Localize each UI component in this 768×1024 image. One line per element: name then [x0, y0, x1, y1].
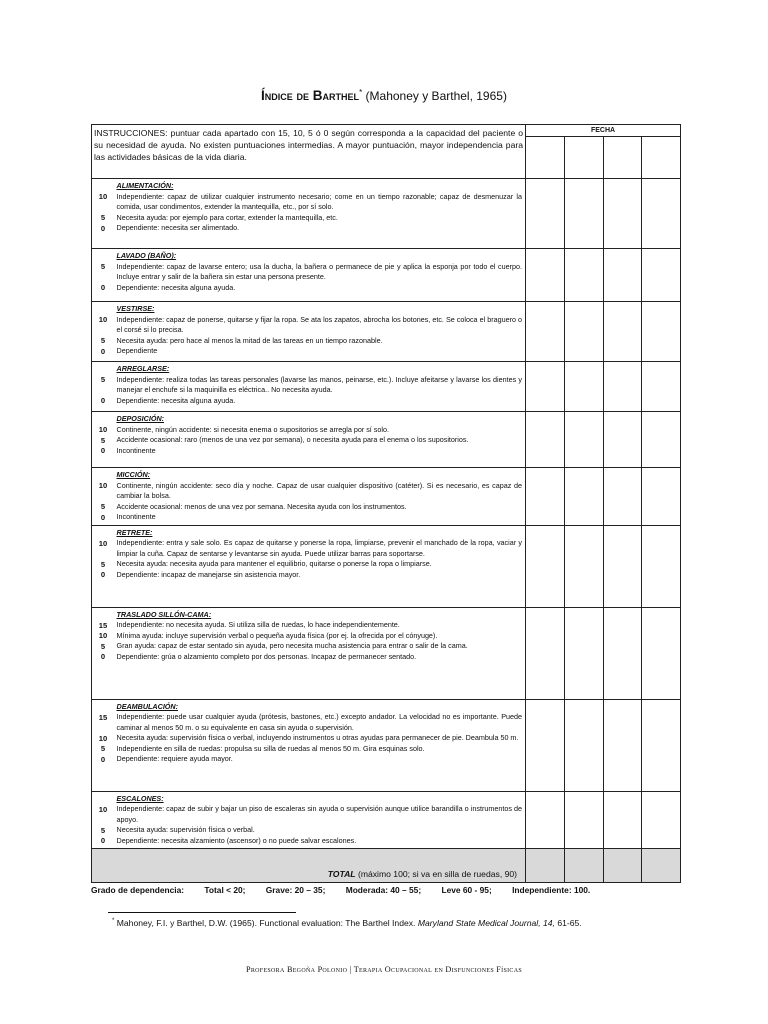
- title-citation: (Mahoney y Barthel, 1965): [365, 89, 507, 103]
- score-entry-cell[interactable]: [565, 468, 604, 526]
- total-entry-cell[interactable]: [526, 849, 565, 883]
- section-description: [114, 362, 526, 412]
- score-entry-cell[interactable]: [526, 179, 565, 249]
- score-entry-cell[interactable]: [565, 525, 604, 607]
- total-label: [92, 849, 526, 883]
- section-row: [92, 468, 681, 526]
- score-entry-cell[interactable]: [642, 607, 681, 699]
- section-row: [92, 525, 681, 607]
- section-category: RETRETE:: [116, 527, 153, 537]
- score-entry-cell[interactable]: [565, 412, 604, 468]
- score-cell: [92, 179, 114, 249]
- section-row: [92, 791, 681, 849]
- section-description: [114, 607, 526, 699]
- section-option: Dependiente: necesita ser alimentado.: [116, 223, 240, 232]
- section-category: ESCALONES:: [116, 793, 164, 803]
- section-option: Independiente: capaz de ponerse, quitarse y fijar la ropa. Se ata los zapatos, abrocha los botones, etc. Se coloca el braguero o el corsé si lo precisa.: [116, 314, 523, 334]
- date-cell[interactable]: [604, 137, 642, 179]
- section-row: [92, 249, 681, 302]
- score-value: 0: [100, 652, 106, 661]
- score-entry-cell[interactable]: [565, 791, 604, 849]
- section-row: [92, 412, 681, 468]
- section-option: Accidente ocasional: menos de una vez por semana. Necesita ayuda con los instrumentos.: [116, 501, 407, 511]
- score-value: 10: [98, 804, 108, 814]
- score-value: 10: [98, 631, 108, 640]
- score-cell: [92, 791, 114, 849]
- score-value: 5: [100, 336, 106, 345]
- section-option: Necesita ayuda: por ejemplo para cortar, extender la mantequilla, etc.: [116, 212, 338, 222]
- total-note: (máximo 100; si va en silla de ruedas, 90): [357, 868, 518, 879]
- score-cell: [92, 249, 114, 302]
- section-category: ARREGLARSE:: [116, 364, 170, 373]
- score-value: 0: [100, 570, 106, 579]
- barthel-table: [91, 124, 681, 883]
- score-cell: [92, 362, 114, 412]
- section-option: Independiente: capaz de lavarse entero; usa la ducha, la bañera o permanece de pie y aplica la esponja por todo el cuerpo. Incluye entrar y salir de la bañera sin estar una persona presente.: [116, 261, 523, 281]
- section-description: [114, 791, 526, 849]
- instructions-row: [92, 125, 681, 137]
- section-description: [114, 249, 526, 302]
- dependency-grades: [91, 885, 691, 895]
- score-entry-cell[interactable]: [526, 699, 565, 791]
- section-option: Independiente: capaz de subir y bajar un piso de escaleras sin ayuda o supervisión aunque utilice barandilla o instrumentos de apoyo.: [116, 804, 523, 824]
- section-option: Dependiente: requiere ayuda mayor.: [116, 754, 233, 763]
- score-value: 0: [100, 346, 106, 356]
- score-value: 5: [100, 262, 106, 271]
- score-entry-cell[interactable]: [604, 699, 642, 791]
- score-value: 15: [98, 620, 108, 630]
- section-category: DEAMBULACIÓN:: [116, 701, 178, 711]
- section-option: Dependiente: [116, 346, 158, 355]
- score-entry-cell[interactable]: [526, 607, 565, 699]
- section-description: [114, 468, 526, 526]
- section-row: [92, 179, 681, 249]
- section-option: Independiente: realiza todas las tareas personales (lavarse las manos, peinarse, etc.). Incluye afeitarse y lavarse los dientes y manejar el enchufe si la maquinilla es eléctrica.. No necesita ayuda.: [116, 374, 523, 394]
- score-value: 10: [98, 733, 108, 743]
- score-value: 0: [100, 396, 106, 405]
- section-category: VESTIRSE:: [116, 304, 155, 313]
- score-entry-cell[interactable]: [526, 468, 565, 526]
- section-category: TRASLADO SILLÓN-CAMA:: [116, 609, 212, 619]
- score-value: 5: [100, 825, 106, 835]
- score-entry-cell[interactable]: [604, 362, 642, 412]
- footnote-journal: Maryland State Medical Journal, 14,: [417, 918, 555, 928]
- score-entry-cell[interactable]: [642, 302, 681, 362]
- score-entry-cell[interactable]: [642, 468, 681, 526]
- score-entry-cell[interactable]: [526, 791, 565, 849]
- score-entry-cell[interactable]: [565, 699, 604, 791]
- section-option: Dependiente: necesita alguna ayuda.: [116, 395, 236, 405]
- footnote-separator: [108, 912, 296, 913]
- section-description: [114, 412, 526, 468]
- grado-total: Total < 20;: [204, 885, 246, 895]
- page-footer: Profesora Begoña Polonio | Terapia Ocupacional en Disfunciones Físicas: [246, 965, 522, 974]
- score-entry-cell[interactable]: [565, 179, 604, 249]
- section-option: Gran ayuda: capaz de estar sentado sin ayuda, pero necesita mucha asistencia para entrar o salir de la cama.: [116, 641, 468, 650]
- grado-moderada: Moderada: 40 – 55;: [345, 885, 422, 895]
- score-value: 5: [100, 559, 106, 569]
- score-value: 10: [98, 315, 108, 324]
- section-option: Independiente: puede usar cualquier ayuda (prótesis, bastones, etc.) excepto andador. La velocidad no es importante. Puede caminar al menos 50 m. o su equivalente en casa sin ayuda o supervisión.: [116, 712, 523, 732]
- total-entry-cell[interactable]: [642, 849, 681, 883]
- score-value: 10: [98, 425, 108, 434]
- score-entry-cell[interactable]: [642, 525, 681, 607]
- section-description: [114, 699, 526, 791]
- title-main: Índice de Barthel: [261, 88, 360, 103]
- section-option: Necesita ayuda: supervisión física o verbal.: [116, 825, 255, 834]
- section-option: Mínima ayuda: incluye supervisión verbal o pequeña ayuda física (por ej. la ofrecida por el cónyuge).: [116, 630, 438, 640]
- score-entry-cell[interactable]: [526, 249, 565, 302]
- score-entry-cell[interactable]: [565, 362, 604, 412]
- grado-independiente: Independiente: 100.: [512, 885, 591, 895]
- title-footnote-mark: *: [359, 88, 363, 97]
- section-option: Dependiente: grúa o alzamiento completo por dos personas. Incapaz de permanecer sentado.: [116, 651, 417, 661]
- section-category: DEPOSICIÓN:: [116, 414, 165, 423]
- score-value: 10: [98, 481, 108, 490]
- score-value: 0: [100, 283, 106, 292]
- score-cell: [92, 525, 114, 607]
- score-entry-cell[interactable]: [565, 302, 604, 362]
- score-entry-cell[interactable]: [604, 179, 642, 249]
- section-description: [114, 525, 526, 607]
- score-entry-cell[interactable]: [526, 525, 565, 607]
- score-entry-cell[interactable]: [604, 249, 642, 302]
- grado-label: Grado de dependencia:: [91, 885, 185, 895]
- score-entry-cell[interactable]: [642, 699, 681, 791]
- document-title: [0, 88, 768, 103]
- score-entry-cell[interactable]: [526, 302, 565, 362]
- score-value: 0: [100, 446, 106, 455]
- score-value: 0: [100, 754, 106, 764]
- section-category: LAVADO (BAÑO):: [116, 251, 177, 260]
- section-option: Continente, ningún accidente: seco día y noche. Capaz de usar cualquier dispositivo (catéter). Si es necesario, es capaz de cambiar la bolsa.: [116, 480, 523, 500]
- score-value: 5: [100, 744, 106, 753]
- section-description: [114, 302, 526, 362]
- instructions-text: INSTRUCCIONES: puntuar cada apartado con 15, 10, 5 ó 0 según corresponda a la capacidad del paciente o su necesidad de ayuda. No existen puntuaciones intermedias. A mayor puntuación, mayor independencia para las actividades básicas de la vida diaria.: [92, 125, 526, 179]
- total-entry-cell[interactable]: [565, 849, 604, 883]
- section-row: [92, 699, 681, 791]
- section-option: Independiente en silla de ruedas: propulsa su silla de ruedas al menos 50 m. Gira esquinas solo.: [116, 743, 425, 753]
- footnote-mark: *: [112, 918, 115, 925]
- score-entry-cell[interactable]: [642, 412, 681, 468]
- score-entry-cell[interactable]: [604, 412, 642, 468]
- score-value: 5: [100, 375, 106, 384]
- score-value: 10: [98, 192, 108, 201]
- score-value: 0: [100, 223, 106, 233]
- section-option: Continente, ningún accidente: si necesita enema o supositorios se arregla por sí solo.: [116, 424, 389, 434]
- score-value: 5: [100, 502, 106, 511]
- score-value: 5: [100, 435, 106, 445]
- section-option: Dependiente: necesita alguna ayuda.: [116, 282, 236, 292]
- section-option: Independiente: capaz de utilizar cualquier instrumento necesario; come en un tiempo razonable; capaz de desmenuzar la comida, usar condimentos, extender la mantequilla, etc., por sí solo.: [116, 191, 523, 211]
- score-value: 0: [100, 836, 106, 845]
- score-entry-cell[interactable]: [642, 362, 681, 412]
- section-option: Necesita ayuda: necesita ayuda para mantener el equilibrio, quitarse o ponerse la ropa o limpiarse.: [116, 559, 432, 568]
- score-entry-cell[interactable]: [604, 525, 642, 607]
- section-option: Incontinente: [116, 445, 156, 455]
- footnote: [112, 918, 582, 928]
- score-entry-cell[interactable]: [604, 468, 642, 526]
- section-option: Incontinente: [116, 512, 156, 521]
- score-entry-cell[interactable]: [565, 249, 604, 302]
- section-option: Dependiente: incapaz de manejarse sin asistencia mayor.: [116, 569, 301, 579]
- score-cell: [92, 699, 114, 791]
- total-bold: TOTAL: [327, 868, 356, 879]
- section-option: Independiente: entra y sale solo. Es capaz de quitarse y ponerse la ropa, limpiarse, prevenir el manchado de la ropa, vaciar y limpiar la cuña. Capaz de sentarse y levantarse sin ayuda. Puede utilizar barras para soportarse.: [116, 538, 523, 558]
- section-option: Dependiente: necesita alzamiento (ascensor) o no puede salvar escalones.: [116, 835, 357, 845]
- score-value: 10: [98, 538, 108, 548]
- section-row: [92, 607, 681, 699]
- date-cell[interactable]: [642, 137, 681, 179]
- date-cell[interactable]: [565, 137, 604, 179]
- score-value: 5: [100, 213, 106, 222]
- score-entry-cell[interactable]: [526, 362, 565, 412]
- footnote-authors: Mahoney, F.I. y Barthel, D.W. (1965). Functional evaluation: The Barthel Index.: [116, 918, 416, 928]
- score-cell: [92, 607, 114, 699]
- section-option: Necesita ayuda: supervisión física o verbal, incluyendo instrumentos u otras ayudas para permanecer de pie. Deambula 50 m.: [116, 733, 519, 742]
- score-value: 0: [100, 512, 106, 522]
- total-entry-cell[interactable]: [604, 849, 642, 883]
- section-option: Independiente: no necesita ayuda. Si utiliza silla de ruedas, lo hace independientemente.: [116, 620, 400, 629]
- score-entry-cell[interactable]: [642, 791, 681, 849]
- score-cell: [92, 468, 114, 526]
- section-category: MICCIÓN:: [116, 470, 151, 479]
- score-entry-cell[interactable]: [604, 607, 642, 699]
- section-category: ALIMENTACIÓN:: [116, 181, 174, 190]
- grado-grave: Grave: 20 – 35;: [265, 885, 326, 895]
- footnote-pages: 61-65.: [557, 918, 582, 928]
- score-entry-cell[interactable]: [565, 607, 604, 699]
- score-entry-cell[interactable]: [604, 302, 642, 362]
- fecha-header: FECHA: [526, 125, 681, 137]
- section-option: Accidente ocasional: raro (menos de una vez por semana), o necesita ayuda para el enema o los supositorios.: [116, 435, 469, 444]
- section-row: [92, 362, 681, 412]
- score-value: 15: [98, 712, 108, 722]
- section-option: Necesita ayuda: pero hace al menos la mitad de las tareas en un tiempo razonable.: [116, 335, 383, 345]
- score-cell: [92, 412, 114, 468]
- section-row: [92, 302, 681, 362]
- score-cell: [92, 302, 114, 362]
- score-entry-cell[interactable]: [642, 179, 681, 249]
- date-cell[interactable]: [526, 137, 565, 179]
- score-entry-cell[interactable]: [526, 412, 565, 468]
- section-description: [114, 179, 526, 249]
- score-entry-cell[interactable]: [642, 249, 681, 302]
- total-row: [92, 849, 681, 883]
- grado-leve: Leve 60 - 95;: [441, 885, 492, 895]
- score-value: 5: [100, 641, 106, 651]
- score-entry-cell[interactable]: [604, 791, 642, 849]
